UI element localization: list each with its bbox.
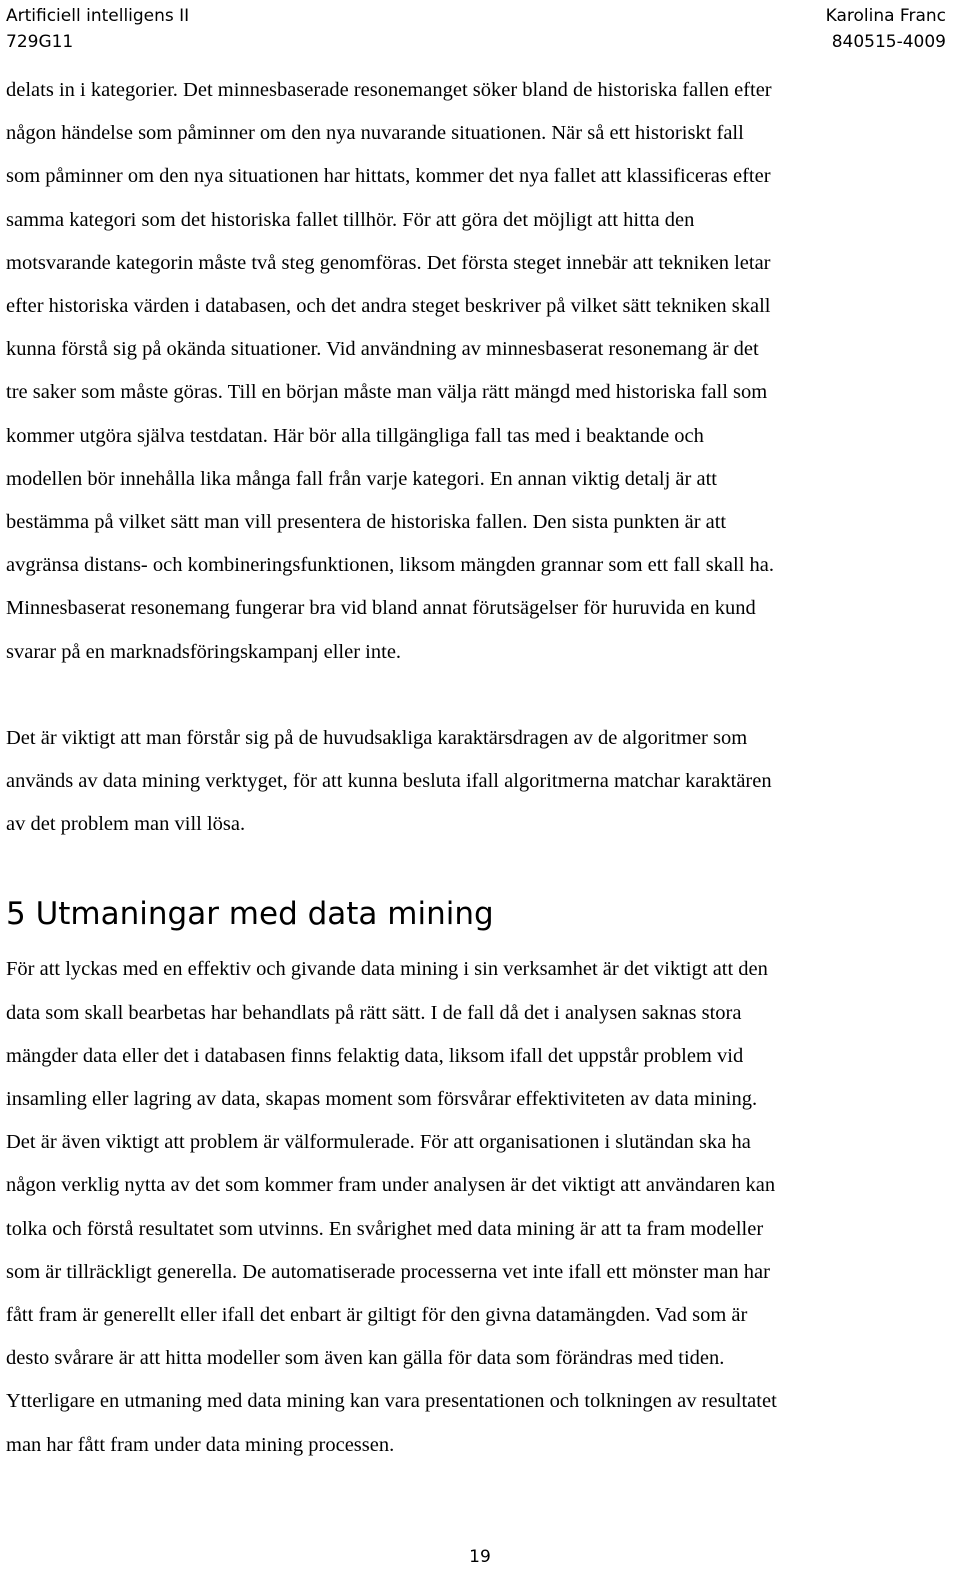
text-line: efter historiska värden i databasen, och det andra steget beskriver på vilket sätt tekniken skall (6, 295, 771, 318)
page-number: 19 (469, 1547, 491, 1567)
document-body (6, 69, 946, 1467)
text-line: man har fått fram under data mining processen. (6, 1433, 395, 1456)
text-line: fått fram är generellt eller ifall det enbart är giltigt för den givna datamängden. Vad som är (6, 1304, 748, 1327)
author-name: Karolina Franc (825, 6, 946, 26)
paragraph-memory-based-reasoning (6, 69, 946, 674)
course-name: Artificiell intelligens II (6, 6, 190, 26)
paragraph-algorithm-characteristics (6, 717, 946, 847)
text-line: av det problem man vill lösa. (6, 813, 246, 836)
author-id: 840515-4009 (831, 32, 946, 52)
text-line: som är tillräckligt generella. De automatiserade processerna vet inte ifall ett mönster man har (6, 1260, 770, 1283)
text-line: mängder data eller det i databasen finns felaktig data, liksom ifall det uppstår problem vid (6, 1044, 744, 1067)
course-code: 729G11 (6, 32, 74, 52)
text-line: Det är viktigt att man förstår sig på de huvudsakliga karaktärsdragen av de algoritmer som (6, 726, 748, 749)
text-line: Ytterligare en utmaning med data mining kan vara presentationen och tolkningen av resultatet (6, 1390, 777, 1413)
text-line: någon händelse som påminner om den nya nuvarande situationen. När så ett historiskt fall (6, 122, 744, 145)
heading-spacer (6, 936, 946, 948)
paragraph-data-mining-challenges (6, 948, 946, 1466)
page-header (0, 0, 960, 62)
text-line: avgränsa distans- och kombineringsfunktionen, liksom mängden grannar som ett fall skall ha. (6, 554, 775, 577)
text-line: modellen bör innehålla lika många fall från varje kategori. En annan viktig detalj är att (6, 467, 717, 490)
text-line: kommer utgöra själva testdatan. Här bör alla tillgängliga fall tas med i beaktande och (6, 424, 704, 447)
header-author-info (826, 3, 946, 55)
text-line: data som skall bearbetas har behandlats på rätt sätt. I de fall då det i analysen saknas stora (6, 1001, 742, 1024)
text-line: tolka och förstå resultatet som utvinns. En svårighet med data mining är att ta fram modeller (6, 1217, 764, 1240)
text-line: svarar på en marknadsföringskampanj eller inte. (6, 640, 402, 663)
text-line: tre saker som måste göras. Till en början måste man välja rätt mängd med historiska fall som (6, 381, 768, 404)
text-line: används av data mining verktyget, för att kunna besluta ifall algoritmerna matchar karaktären (6, 770, 772, 793)
text-line: Minnesbaserat resonemang fungerar bra vid bland annat förutsägelser för huruvida en kund (6, 597, 756, 620)
heading-spacer (6, 846, 946, 892)
text-line: bestämma på vilket sätt man vill presentera de historiska fallen. Den sista punkten är att (6, 511, 727, 534)
text-line: För att lyckas med en effektiv och givande data mining i sin verksamhet är det viktigt att den (6, 958, 768, 981)
text-line: desto svårare är att hitta modeller som även kan gälla för data som förändras med tiden. (6, 1347, 725, 1370)
text-line: insamling eller lagring av data, skapas moment som försvårar effektiviteten av data mining. (6, 1088, 758, 1111)
paragraph-spacer (6, 674, 946, 717)
text-line: Det är även viktigt att problem är välformulerade. För att organisationen i slutändan ska ha (6, 1131, 751, 1154)
text-line: delats in i kategorier. Det minnesbaserade resonemanget söker bland de historiska fallen efter (6, 79, 772, 101)
header-course-info (6, 3, 189, 55)
text-line: motsvarande kategorin måste två steg genomföras. Det första steget innebär att tekniken letar (6, 251, 771, 274)
text-line: som påminner om den nya situationen har hittats, kommer det nya fallet att klassificeras efter (6, 165, 771, 188)
text-line: samma kategori som det historiska fallet tillhör. För att göra det möjligt att hitta den (6, 208, 695, 231)
text-line: kunna förstå sig på okända situationer. Vid användning av minnesbaserat resonemang är det (6, 338, 759, 361)
text-line: någon verklig nytta av det som kommer fram under analysen är det viktigt att användaren kan (6, 1174, 776, 1197)
section-heading: 5 Utmaningar med data mining (6, 896, 494, 933)
